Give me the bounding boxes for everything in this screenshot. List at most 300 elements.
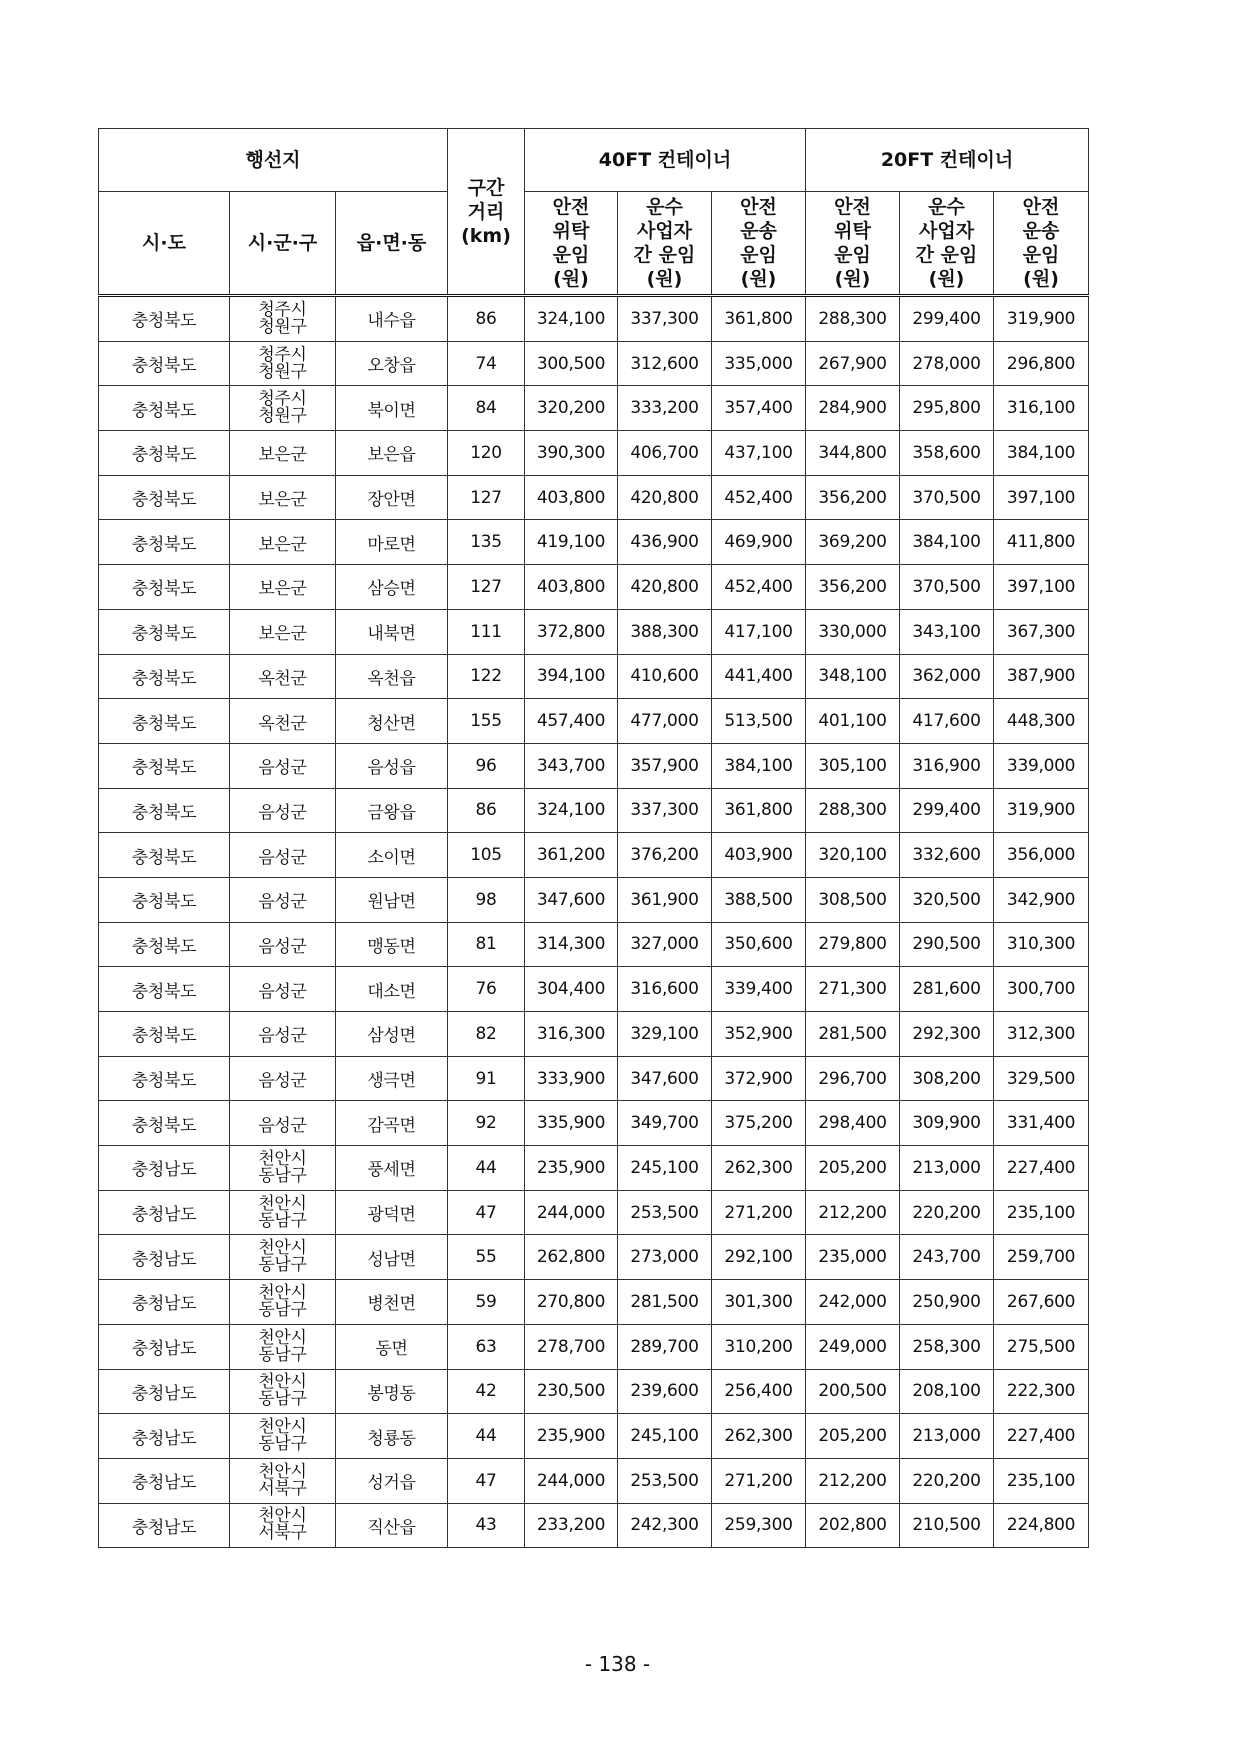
rate-cell: 319,900 [994, 296, 1089, 342]
rate-cell: 235,100 [994, 1190, 1089, 1235]
rate-cell: 299,400 [900, 296, 994, 342]
rate-cell: 420,800 [618, 565, 712, 610]
sido-cell: 충청남도 [99, 1324, 230, 1369]
rate-cell: 361,800 [712, 296, 806, 342]
rate-cell: 403,800 [525, 475, 618, 520]
sido-cell: 충청북도 [99, 475, 230, 520]
rate-cell: 403,800 [525, 565, 618, 610]
eupmyeondong-cell: 옥천읍 [336, 654, 448, 699]
rate-cell: 324,100 [525, 788, 618, 833]
distance-cell: 96 [448, 743, 525, 788]
table-row [99, 1056, 1089, 1101]
sido-cell: 충청남도 [99, 1146, 230, 1191]
table-row [99, 1280, 1089, 1325]
rate-cell: 469,900 [712, 520, 806, 565]
sido-cell: 충청북도 [99, 967, 230, 1012]
rate-cell: 310,300 [994, 922, 1089, 967]
eupmyeondong-cell: 북이면 [336, 386, 448, 431]
eupmyeondong-cell: 장안면 [336, 475, 448, 520]
rate-cell: 350,600 [712, 922, 806, 967]
rate-cell: 312,300 [994, 1012, 1089, 1057]
rate-cell: 403,900 [712, 833, 806, 878]
rate-cell: 205,200 [806, 1146, 900, 1191]
table-row [99, 386, 1089, 431]
rate-cell: 292,300 [900, 1012, 994, 1057]
sigungu-cell: 천안시 동남구 [230, 1146, 336, 1191]
eupmyeondong-cell: 마로면 [336, 520, 448, 565]
rate-subheader: 운수 사업자 간 운임 (원) [618, 192, 712, 296]
distance-cell: 105 [448, 833, 525, 878]
rate-subheader: 안전 운송 운임 (원) [712, 192, 806, 296]
rate-cell: 239,600 [618, 1369, 712, 1414]
rate-cell: 316,600 [618, 967, 712, 1012]
sigungu-cell: 천안시 동남구 [230, 1414, 336, 1459]
rate-cell: 308,500 [806, 877, 900, 922]
sigungu-cell: 음성군 [230, 1056, 336, 1101]
eupmyeondong-cell: 성남면 [336, 1235, 448, 1280]
rate-cell: 329,100 [618, 1012, 712, 1057]
eupmyeondong-cell: 소이면 [336, 833, 448, 878]
rate-cell: 477,000 [618, 699, 712, 744]
eupmyeondong-cell: 직산읍 [336, 1503, 448, 1548]
rate-cell: 292,100 [712, 1235, 806, 1280]
sigungu-cell: 청주시 청원구 [230, 386, 336, 431]
rate-cell: 289,700 [618, 1324, 712, 1369]
rate-cell: 337,300 [618, 788, 712, 833]
ft20-header: 20FT 컨테이너 [806, 129, 1089, 192]
rate-cell: 370,500 [900, 475, 994, 520]
table-row [99, 475, 1089, 520]
sido-cell: 충청남도 [99, 1280, 230, 1325]
sido-cell: 충청남도 [99, 1458, 230, 1503]
eupmyeondong-cell: 보은읍 [336, 431, 448, 476]
rate-cell: 344,800 [806, 431, 900, 476]
rate-cell: 230,500 [525, 1369, 618, 1414]
rate-cell: 358,600 [900, 431, 994, 476]
eupmyeondong-cell: 병천면 [336, 1280, 448, 1325]
ft40-header: 40FT 컨테이너 [525, 129, 806, 192]
rate-cell: 212,200 [806, 1190, 900, 1235]
rate-cell: 320,100 [806, 833, 900, 878]
rate-cell: 329,500 [994, 1056, 1089, 1101]
table-row [99, 1324, 1089, 1369]
eupmyeondong-cell: 내북면 [336, 609, 448, 654]
eupmyeondong-cell: 동면 [336, 1324, 448, 1369]
rate-cell: 342,900 [994, 877, 1089, 922]
table-row [99, 922, 1089, 967]
rate-cell: 253,500 [618, 1458, 712, 1503]
sigungu-cell: 천안시 서북구 [230, 1503, 336, 1548]
distance-cell: 43 [448, 1503, 525, 1548]
rate-cell: 227,400 [994, 1146, 1089, 1191]
rate-cell: 387,900 [994, 654, 1089, 699]
rate-cell: 259,300 [712, 1503, 806, 1548]
sido-cell: 충청남도 [99, 1414, 230, 1459]
rate-cell: 213,000 [900, 1146, 994, 1191]
table-row [99, 877, 1089, 922]
sido-cell: 충청북도 [99, 922, 230, 967]
rate-cell: 200,500 [806, 1369, 900, 1414]
distance-cell: 98 [448, 877, 525, 922]
rate-cell: 235,900 [525, 1414, 618, 1459]
sigungu-cell: 옥천군 [230, 699, 336, 744]
rate-cell: 220,200 [900, 1458, 994, 1503]
distance-cell: 44 [448, 1146, 525, 1191]
rate-cell: 401,100 [806, 699, 900, 744]
rate-cell: 333,900 [525, 1056, 618, 1101]
rate-cell: 314,300 [525, 922, 618, 967]
sido-cell: 충청북도 [99, 1056, 230, 1101]
rate-cell: 288,300 [806, 788, 900, 833]
table-row [99, 296, 1089, 342]
rate-cell: 244,000 [525, 1190, 618, 1235]
rate-cell: 262,300 [712, 1414, 806, 1459]
rate-cell: 406,700 [618, 431, 712, 476]
table-row [99, 1369, 1089, 1414]
rate-cell: 271,300 [806, 967, 900, 1012]
rate-cell: 227,400 [994, 1414, 1089, 1459]
rate-cell: 337,300 [618, 296, 712, 342]
rate-cell: 372,800 [525, 609, 618, 654]
sido-cell: 충청북도 [99, 565, 230, 610]
distance-cell: 82 [448, 1012, 525, 1057]
rate-cell: 281,600 [900, 967, 994, 1012]
distance-cell: 111 [448, 609, 525, 654]
sigungu-cell: 음성군 [230, 833, 336, 878]
table-row [99, 1190, 1089, 1235]
sigungu-cell: 보은군 [230, 475, 336, 520]
rate-cell: 245,100 [618, 1146, 712, 1191]
rate-cell: 278,700 [525, 1324, 618, 1369]
sido-cell: 충청북도 [99, 1101, 230, 1146]
sido-cell: 충청북도 [99, 431, 230, 476]
rate-cell: 243,700 [900, 1235, 994, 1280]
rate-cell: 253,500 [618, 1190, 712, 1235]
rate-cell: 213,000 [900, 1414, 994, 1459]
rate-cell: 361,800 [712, 788, 806, 833]
distance-cell: 86 [448, 788, 525, 833]
rate-cell: 356,200 [806, 565, 900, 610]
rate-cell: 362,000 [900, 654, 994, 699]
rate-cell: 356,000 [994, 833, 1089, 878]
table-row [99, 341, 1089, 386]
eupmyeondong-cell: 봉명동 [336, 1369, 448, 1414]
rate-cell: 256,400 [712, 1369, 806, 1414]
rate-cell: 452,400 [712, 475, 806, 520]
rate-cell: 271,200 [712, 1458, 806, 1503]
rate-cell: 267,600 [994, 1280, 1089, 1325]
rate-cell: 258,300 [900, 1324, 994, 1369]
rate-cell: 417,600 [900, 699, 994, 744]
distance-cell: 122 [448, 654, 525, 699]
rate-cell: 330,000 [806, 609, 900, 654]
rate-cell: 275,500 [994, 1324, 1089, 1369]
rate-cell: 295,800 [900, 386, 994, 431]
rate-cell: 361,200 [525, 833, 618, 878]
sigungu-cell: 천안시 서북구 [230, 1458, 336, 1503]
rate-cell: 347,600 [618, 1056, 712, 1101]
sido-cell: 충청북도 [99, 520, 230, 565]
rate-cell: 436,900 [618, 520, 712, 565]
sigungu-cell: 보은군 [230, 609, 336, 654]
table-row [99, 833, 1089, 878]
rate-cell: 420,800 [618, 475, 712, 520]
sido-cell: 충청북도 [99, 654, 230, 699]
rate-cell: 244,000 [525, 1458, 618, 1503]
rate-cell: 298,400 [806, 1101, 900, 1146]
rate-cell: 208,100 [900, 1369, 994, 1414]
distance-cell: 59 [448, 1280, 525, 1325]
rate-cell: 202,800 [806, 1503, 900, 1548]
rate-cell: 249,000 [806, 1324, 900, 1369]
rate-cell: 357,400 [712, 386, 806, 431]
table-row [99, 520, 1089, 565]
rate-cell: 304,400 [525, 967, 618, 1012]
rate-cell: 271,200 [712, 1190, 806, 1235]
rate-cell: 220,200 [900, 1190, 994, 1235]
rate-cell: 210,500 [900, 1503, 994, 1548]
sigungu-cell: 음성군 [230, 1012, 336, 1057]
table-row [99, 654, 1089, 699]
distance-header: 구간 거리 (km) [448, 129, 525, 296]
table-row [99, 699, 1089, 744]
sido-cell: 충청북도 [99, 788, 230, 833]
rate-cell: 367,300 [994, 609, 1089, 654]
eupmyeondong-cell: 감곡면 [336, 1101, 448, 1146]
destination-header: 행선지 [99, 129, 448, 192]
rate-cell: 300,700 [994, 967, 1089, 1012]
rate-cell: 245,100 [618, 1414, 712, 1459]
rate-cell: 278,000 [900, 341, 994, 386]
sido-cell: 충청남도 [99, 1503, 230, 1548]
table-row [99, 743, 1089, 788]
rate-cell: 388,500 [712, 877, 806, 922]
table-row [99, 609, 1089, 654]
eupmyeondong-cell: 생극면 [336, 1056, 448, 1101]
table-row [99, 1414, 1089, 1459]
sigungu-cell: 음성군 [230, 877, 336, 922]
rate-cell: 310,200 [712, 1324, 806, 1369]
rate-cell: 273,000 [618, 1235, 712, 1280]
sido-cell: 충청북도 [99, 833, 230, 878]
rate-cell: 390,300 [525, 431, 618, 476]
eupmyeondong-cell: 삼성면 [336, 1012, 448, 1057]
sido-cell: 충청남도 [99, 1190, 230, 1235]
rate-cell: 281,500 [806, 1012, 900, 1057]
distance-cell: 92 [448, 1101, 525, 1146]
rate-cell: 357,900 [618, 743, 712, 788]
sigungu-cell: 음성군 [230, 1101, 336, 1146]
sido-cell: 충청북도 [99, 699, 230, 744]
distance-cell: 63 [448, 1324, 525, 1369]
rate-cell: 327,000 [618, 922, 712, 967]
rate-cell: 332,600 [900, 833, 994, 878]
rate-cell: 376,200 [618, 833, 712, 878]
sido-cell: 충청북도 [99, 386, 230, 431]
rate-cell: 301,300 [712, 1280, 806, 1325]
sigungu-cell: 천안시 동남구 [230, 1369, 336, 1414]
rate-cell: 242,300 [618, 1503, 712, 1548]
eupmyeondong-cell: 성거읍 [336, 1458, 448, 1503]
table-row [99, 1458, 1089, 1503]
distance-cell: 81 [448, 922, 525, 967]
rate-cell: 339,000 [994, 743, 1089, 788]
eupmyeondong-cell: 음성읍 [336, 743, 448, 788]
rate-cell: 267,900 [806, 341, 900, 386]
rate-cell: 437,100 [712, 431, 806, 476]
sigungu-cell: 보은군 [230, 520, 336, 565]
rate-subheader: 안전 운송 운임 (원) [994, 192, 1089, 296]
distance-cell: 76 [448, 967, 525, 1012]
rate-cell: 299,400 [900, 788, 994, 833]
sigungu-cell: 음성군 [230, 967, 336, 1012]
rate-cell: 333,200 [618, 386, 712, 431]
sido-header: 시·도 [99, 192, 230, 296]
rate-cell: 270,800 [525, 1280, 618, 1325]
eupmyeondong-cell: 삼승면 [336, 565, 448, 610]
sigungu-cell: 천안시 동남구 [230, 1280, 336, 1325]
rate-cell: 235,100 [994, 1458, 1089, 1503]
freight-rate-table [98, 128, 1089, 1548]
rate-cell: 319,900 [994, 788, 1089, 833]
sigungu-cell: 천안시 동남구 [230, 1190, 336, 1235]
distance-cell: 84 [448, 386, 525, 431]
rate-cell: 343,100 [900, 609, 994, 654]
rate-cell: 316,900 [900, 743, 994, 788]
rate-cell: 262,800 [525, 1235, 618, 1280]
rate-cell: 417,100 [712, 609, 806, 654]
distance-cell: 42 [448, 1369, 525, 1414]
table-row [99, 565, 1089, 610]
rate-cell: 235,900 [525, 1146, 618, 1191]
sido-cell: 충청남도 [99, 1235, 230, 1280]
table-row [99, 1101, 1089, 1146]
rate-cell: 250,900 [900, 1280, 994, 1325]
rate-cell: 513,500 [712, 699, 806, 744]
rate-cell: 397,100 [994, 565, 1089, 610]
rate-cell: 372,900 [712, 1056, 806, 1101]
rate-cell: 349,700 [618, 1101, 712, 1146]
rate-cell: 352,900 [712, 1012, 806, 1057]
rate-cell: 300,500 [525, 341, 618, 386]
rate-cell: 212,200 [806, 1458, 900, 1503]
distance-cell: 47 [448, 1458, 525, 1503]
eupmyeondong-cell: 광덕면 [336, 1190, 448, 1235]
rate-cell: 316,300 [525, 1012, 618, 1057]
rate-cell: 242,000 [806, 1280, 900, 1325]
rate-cell: 394,100 [525, 654, 618, 699]
page-number: - 138 - [584, 1652, 651, 1676]
sigungu-cell: 천안시 동남구 [230, 1235, 336, 1280]
eupmyeondong-cell: 원남면 [336, 877, 448, 922]
rate-cell: 235,000 [806, 1235, 900, 1280]
table-row [99, 1503, 1089, 1548]
rate-cell: 305,100 [806, 743, 900, 788]
table-row [99, 1146, 1089, 1191]
rate-cell: 397,100 [994, 475, 1089, 520]
eupmyeondong-header: 읍·면·동 [336, 192, 448, 296]
rate-cell: 281,500 [618, 1280, 712, 1325]
rate-subheader: 운수 사업자 간 운임 (원) [900, 192, 994, 296]
rate-cell: 284,900 [806, 386, 900, 431]
rate-cell: 320,500 [900, 877, 994, 922]
rate-cell: 356,200 [806, 475, 900, 520]
rate-cell: 457,400 [525, 699, 618, 744]
rate-cell: 369,200 [806, 520, 900, 565]
rate-cell: 452,400 [712, 565, 806, 610]
distance-cell: 55 [448, 1235, 525, 1280]
sido-cell: 충청남도 [99, 1369, 230, 1414]
distance-cell: 135 [448, 520, 525, 565]
table-body [99, 296, 1089, 1548]
sido-cell: 충청북도 [99, 1012, 230, 1057]
rate-cell: 279,800 [806, 922, 900, 967]
sido-cell: 충청북도 [99, 609, 230, 654]
rate-cell: 316,100 [994, 386, 1089, 431]
eupmyeondong-cell: 맹동면 [336, 922, 448, 967]
rate-cell: 348,100 [806, 654, 900, 699]
rate-cell: 205,200 [806, 1414, 900, 1459]
rate-cell: 339,400 [712, 967, 806, 1012]
rate-cell: 233,200 [525, 1503, 618, 1548]
eupmyeondong-cell: 금왕읍 [336, 788, 448, 833]
distance-cell: 44 [448, 1414, 525, 1459]
distance-cell: 86 [448, 296, 525, 342]
rate-cell: 441,400 [712, 654, 806, 699]
rate-cell: 361,900 [618, 877, 712, 922]
table-row [99, 967, 1089, 1012]
sido-cell: 충청북도 [99, 743, 230, 788]
eupmyeondong-cell: 대소면 [336, 967, 448, 1012]
rate-cell: 259,700 [994, 1235, 1089, 1280]
eupmyeondong-cell: 오창읍 [336, 341, 448, 386]
rate-cell: 410,600 [618, 654, 712, 699]
distance-cell: 120 [448, 431, 525, 476]
rate-cell: 222,300 [994, 1369, 1089, 1414]
sigungu-cell: 청주시 청원구 [230, 296, 336, 342]
rate-cell: 296,800 [994, 341, 1089, 386]
rate-cell: 384,100 [994, 431, 1089, 476]
rate-cell: 320,200 [525, 386, 618, 431]
table-row [99, 788, 1089, 833]
table-row [99, 431, 1089, 476]
rate-cell: 388,300 [618, 609, 712, 654]
eupmyeondong-cell: 풍세면 [336, 1146, 448, 1191]
rate-cell: 331,400 [994, 1101, 1089, 1146]
rate-cell: 448,300 [994, 699, 1089, 744]
rate-cell: 290,500 [900, 922, 994, 967]
sido-cell: 충청북도 [99, 341, 230, 386]
sido-cell: 충청북도 [99, 877, 230, 922]
table-row [99, 1012, 1089, 1057]
distance-cell: 91 [448, 1056, 525, 1101]
rate-cell: 312,600 [618, 341, 712, 386]
distance-cell: 74 [448, 341, 525, 386]
sigungu-header: 시·군·구 [230, 192, 336, 296]
rate-subheader: 안전 위탁 운임 (원) [806, 192, 900, 296]
rate-cell: 343,700 [525, 743, 618, 788]
distance-cell: 155 [448, 699, 525, 744]
rate-cell: 288,300 [806, 296, 900, 342]
rate-cell: 347,600 [525, 877, 618, 922]
rate-cell: 411,800 [994, 520, 1089, 565]
rate-cell: 335,000 [712, 341, 806, 386]
rate-cell: 384,100 [900, 520, 994, 565]
rate-cell: 419,100 [525, 520, 618, 565]
eupmyeondong-cell: 청룡동 [336, 1414, 448, 1459]
sigungu-cell: 음성군 [230, 743, 336, 788]
rate-cell: 324,100 [525, 296, 618, 342]
